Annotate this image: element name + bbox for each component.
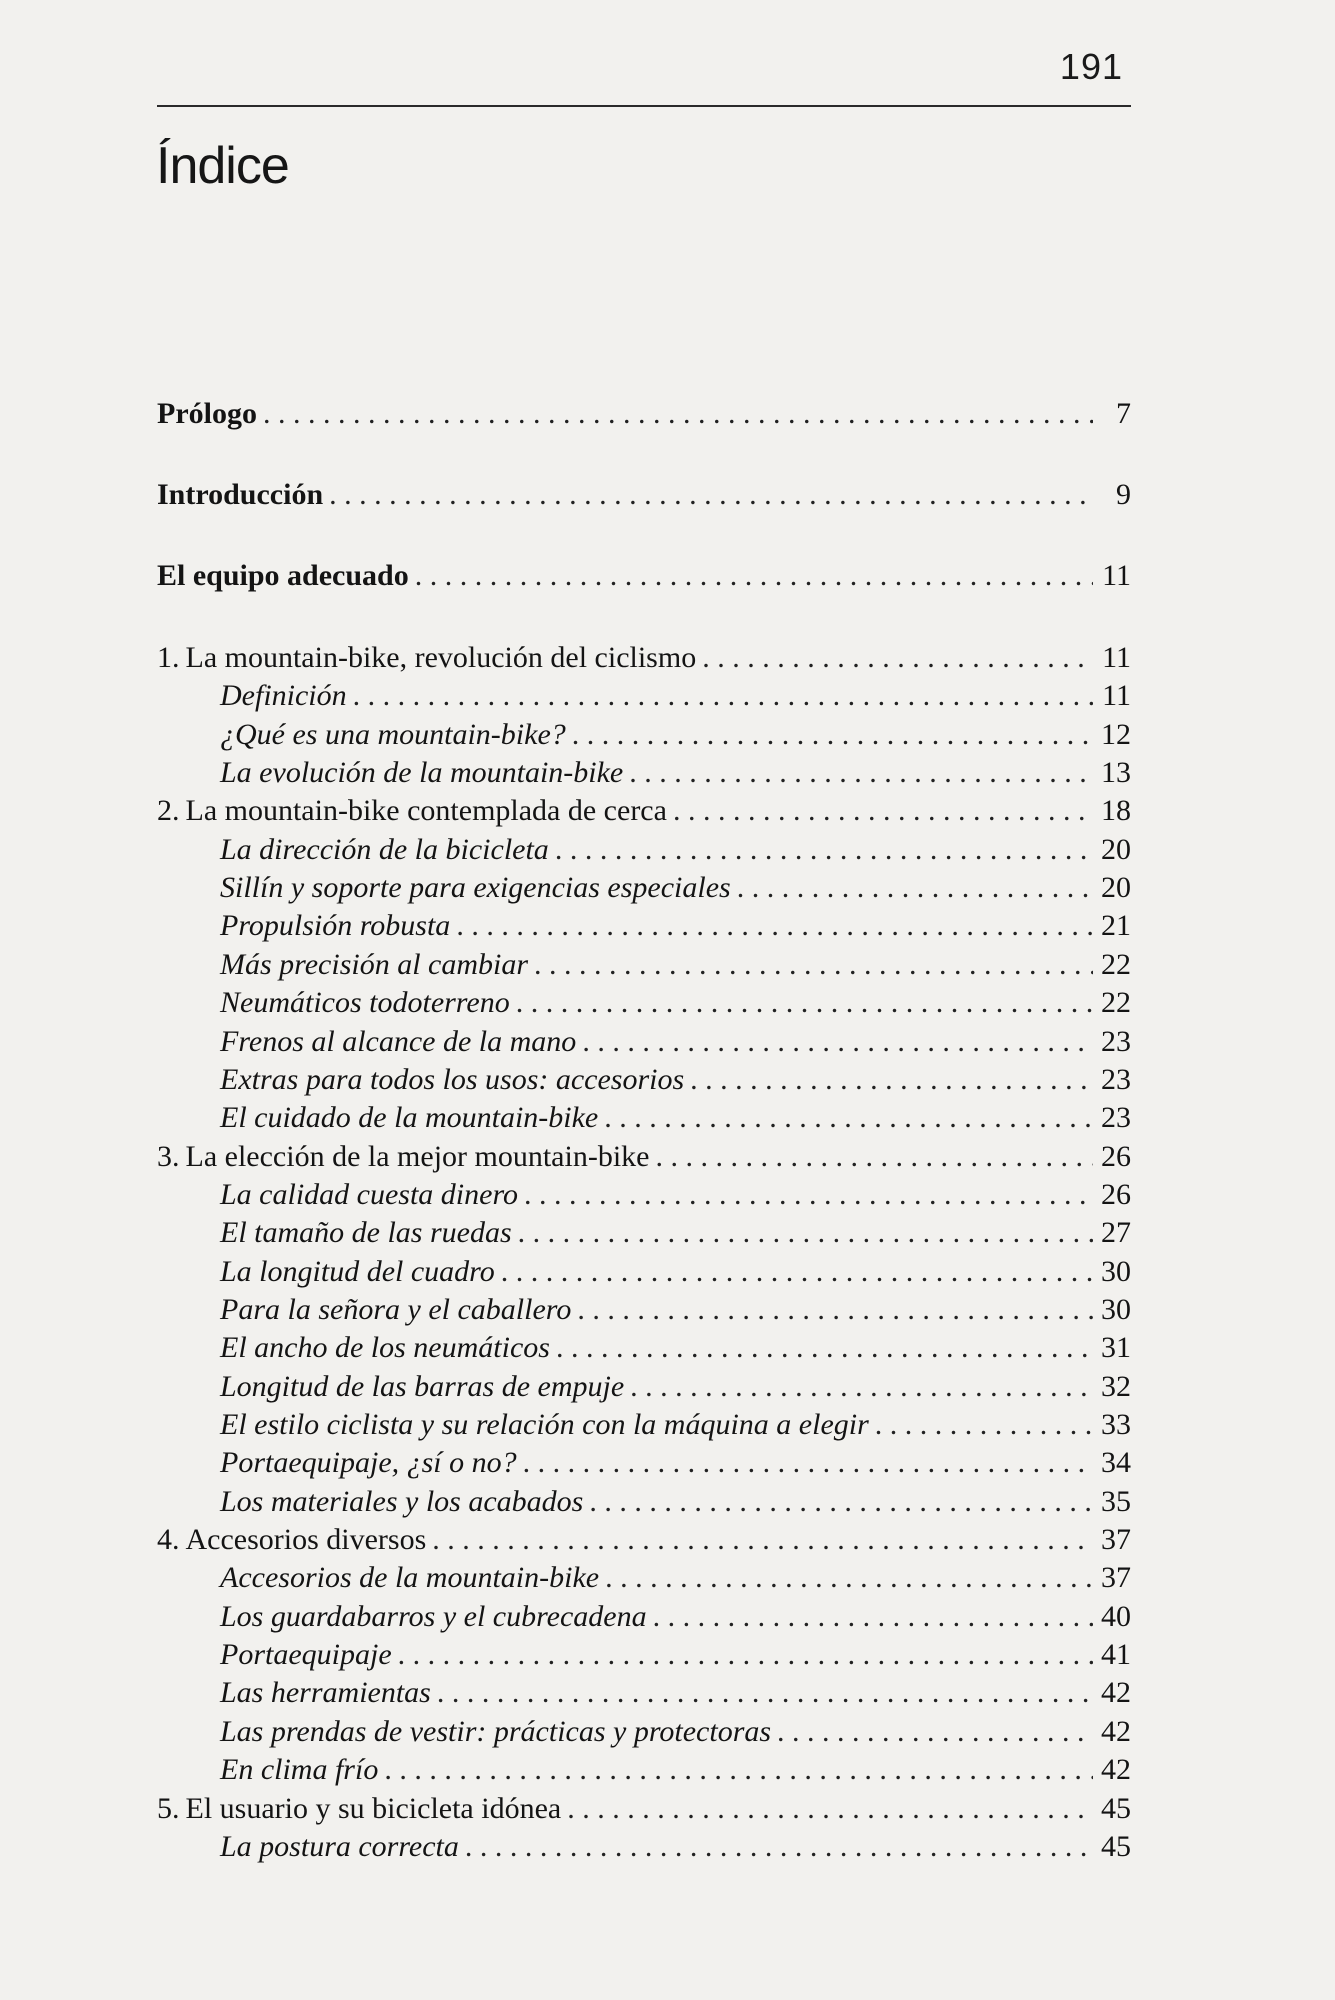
toc-section-row bbox=[157, 557, 1131, 595]
toc-page-number: 7 bbox=[1116, 397, 1131, 430]
chapter-number: 4. bbox=[157, 1523, 180, 1557]
header-rule bbox=[157, 105, 1131, 107]
toc-subsection-row bbox=[157, 1253, 1131, 1291]
toc-page-number: 41 bbox=[1101, 1638, 1131, 1672]
toc-subsection-row bbox=[157, 869, 1131, 907]
dot-leader bbox=[673, 792, 1093, 830]
toc-section-row bbox=[157, 395, 1131, 433]
dot-leader bbox=[398, 1636, 1093, 1674]
toc-page-number: 22 bbox=[1101, 986, 1131, 1020]
toc-entry-label: ¿Qué es una mountain-bike? bbox=[220, 717, 566, 751]
toc-entry-label: Portaequipaje, ¿sí o no? bbox=[220, 1446, 517, 1480]
toc-entry-label: Para la señora y el caballero bbox=[220, 1292, 572, 1326]
toc-entry-label: Definición bbox=[220, 679, 347, 713]
toc-chapter-row bbox=[157, 792, 1131, 830]
toc-entry-label: El usuario y su bicicleta idónea bbox=[185, 1791, 562, 1825]
toc-entry-label: Longitud de las barras de empuje bbox=[220, 1369, 625, 1403]
toc-entry-label: La longitud del cuadro bbox=[220, 1254, 495, 1288]
toc-entry-label: Más precisión al cambiar bbox=[220, 947, 529, 981]
toc-entry-label: Las prendas de vestir: prácticas y protectoras bbox=[220, 1714, 772, 1748]
toc-entry-label: El tamaño de las ruedas bbox=[220, 1216, 512, 1250]
dot-leader bbox=[582, 1023, 1093, 1061]
toc-subsection-row bbox=[157, 1483, 1131, 1521]
toc-page-number: 42 bbox=[1101, 1714, 1131, 1748]
toc-page-number: 13 bbox=[1101, 756, 1131, 790]
dot-leader bbox=[556, 1329, 1093, 1367]
dot-leader bbox=[690, 1061, 1093, 1099]
toc-subsection-row bbox=[157, 754, 1131, 792]
toc-entry-label: Los guardabarros y el cubrecadena bbox=[220, 1599, 647, 1633]
toc-page-number: 20 bbox=[1101, 871, 1131, 905]
dot-leader bbox=[518, 1214, 1093, 1252]
toc-page-number: 33 bbox=[1101, 1408, 1131, 1441]
toc-entry-label: Los materiales y los acabados bbox=[220, 1484, 584, 1518]
dot-leader bbox=[353, 677, 1093, 715]
dot-leader bbox=[263, 395, 1093, 433]
toc-page-number: 42 bbox=[1101, 1676, 1131, 1710]
page-number: 191 bbox=[1059, 46, 1123, 87]
toc-page-number: 9 bbox=[1116, 478, 1131, 511]
toc-subsection-row bbox=[157, 1214, 1131, 1252]
dot-leader bbox=[572, 716, 1093, 754]
toc-page-number: 23 bbox=[1101, 1024, 1131, 1058]
dot-leader bbox=[555, 831, 1093, 869]
dot-leader bbox=[524, 1176, 1093, 1214]
toc-entry-label: La elección de la mejor mountain-bike bbox=[185, 1139, 650, 1173]
toc-page-number: 18 bbox=[1101, 794, 1131, 828]
dot-leader bbox=[589, 1483, 1093, 1521]
toc-subsection-row bbox=[157, 1674, 1131, 1712]
toc-subsection-row bbox=[157, 1329, 1131, 1367]
chapter-number: 2. bbox=[157, 794, 180, 828]
dot-leader bbox=[702, 639, 1093, 677]
toc-page-number: 35 bbox=[1101, 1484, 1131, 1518]
toc-subsection-row bbox=[157, 716, 1131, 754]
toc-subsection-row bbox=[157, 1061, 1131, 1099]
chapter-number: 3. bbox=[157, 1139, 180, 1173]
toc-entry-label: Accesorios de la mountain-bike bbox=[220, 1561, 600, 1595]
dot-leader bbox=[384, 1751, 1093, 1789]
toc-entry-label: La dirección de la bicicleta bbox=[220, 832, 549, 866]
toc-entry-label: La mountain-bike, revolución del ciclismo bbox=[185, 641, 697, 674]
toc-subsection-row bbox=[157, 831, 1131, 869]
toc-entry-label: La postura correcta bbox=[220, 1829, 459, 1863]
dot-leader bbox=[777, 1713, 1093, 1751]
toc-chapter-row bbox=[157, 1138, 1131, 1176]
toc-page-number: 11 bbox=[1102, 641, 1131, 674]
toc-entry-label: Neumáticos todoterreno bbox=[220, 986, 510, 1020]
toc-entry-label: La calidad cuesta dinero bbox=[220, 1177, 519, 1211]
toc-entry-label: El equipo adecuado bbox=[157, 559, 409, 592]
toc-page-number: 26 bbox=[1101, 1139, 1131, 1173]
toc-page-number: 37 bbox=[1101, 1523, 1131, 1557]
toc-entry-label: Extras para todos los usos: accesorios bbox=[220, 1062, 685, 1096]
toc-entry-label: Propulsión robusta bbox=[220, 909, 451, 943]
toc-page-number: 22 bbox=[1101, 947, 1131, 981]
dot-leader bbox=[465, 1828, 1093, 1866]
dot-leader bbox=[630, 1368, 1093, 1406]
dot-leader bbox=[604, 1099, 1093, 1137]
dot-leader bbox=[415, 557, 1093, 595]
toc-subsection-row bbox=[157, 1291, 1131, 1329]
dot-leader bbox=[629, 754, 1093, 792]
toc-page-number: 26 bbox=[1101, 1177, 1131, 1211]
toc-entry-label: Las herramientas bbox=[220, 1676, 431, 1710]
toc-page-number: 20 bbox=[1101, 832, 1131, 866]
toc-page-number: 21 bbox=[1101, 909, 1131, 943]
toc-page-number: 11 bbox=[1102, 679, 1131, 713]
chapter-number: 1. bbox=[157, 641, 180, 674]
toc-page-number: 23 bbox=[1101, 1101, 1131, 1135]
toc-page-number: 27 bbox=[1101, 1216, 1131, 1250]
toc-subsection-row bbox=[157, 1713, 1131, 1751]
dot-leader bbox=[534, 946, 1093, 984]
toc-page-number: 11 bbox=[1102, 559, 1131, 592]
dot-leader bbox=[605, 1559, 1093, 1597]
toc-entry-label: La mountain-bike contemplada de cerca bbox=[185, 794, 667, 828]
toc-page-number: 40 bbox=[1101, 1599, 1131, 1633]
toc-subsection-row bbox=[157, 1598, 1131, 1636]
dot-leader bbox=[875, 1406, 1093, 1444]
toc-subsection-row bbox=[157, 1828, 1131, 1866]
toc-entry-label: El cuidado de la mountain-bike bbox=[220, 1101, 599, 1135]
page-title: Índice bbox=[156, 137, 289, 195]
toc-page-number: 34 bbox=[1101, 1446, 1131, 1480]
toc-page-number: 37 bbox=[1101, 1561, 1131, 1595]
toc-subsection-row bbox=[157, 1636, 1131, 1674]
toc-chapter-row bbox=[157, 639, 1131, 677]
toc-entry-label: Introducción bbox=[157, 478, 324, 511]
toc-subsection-row bbox=[157, 1176, 1131, 1214]
toc-subsection-row bbox=[157, 1023, 1131, 1061]
dot-leader bbox=[437, 1674, 1093, 1712]
toc-subsection-row bbox=[157, 1099, 1131, 1137]
dot-leader bbox=[432, 1521, 1093, 1559]
dot-leader bbox=[577, 1291, 1093, 1329]
toc-subsection-row bbox=[157, 984, 1131, 1022]
toc-entry-label: La evolución de la mountain-bike bbox=[220, 756, 624, 790]
dot-leader bbox=[516, 984, 1093, 1022]
dot-leader bbox=[501, 1253, 1093, 1291]
toc-entry-label: El estilo ciclista y su relación con la máquina a elegir bbox=[220, 1408, 869, 1441]
dot-leader bbox=[456, 907, 1093, 945]
toc-entry-label: Sillín y soporte para exigencias especiales bbox=[220, 871, 731, 905]
toc-entry-label: Portaequipaje bbox=[220, 1638, 392, 1672]
toc-subsection-row bbox=[157, 1559, 1131, 1597]
dot-leader bbox=[567, 1790, 1093, 1828]
dot-leader bbox=[655, 1138, 1093, 1176]
toc-subsection-row bbox=[157, 677, 1131, 715]
toc-page-number: 30 bbox=[1101, 1292, 1131, 1326]
dot-leader bbox=[737, 869, 1093, 907]
toc-entry-label: Frenos al alcance de la mano bbox=[220, 1024, 577, 1058]
toc-section-row bbox=[157, 476, 1131, 514]
toc-page-number: 42 bbox=[1101, 1753, 1131, 1787]
toc-page-number: 45 bbox=[1101, 1829, 1131, 1863]
toc-page-number: 45 bbox=[1101, 1791, 1131, 1825]
dot-leader bbox=[653, 1598, 1093, 1636]
toc-page-number: 12 bbox=[1101, 717, 1131, 751]
toc-subsection-row bbox=[157, 1444, 1131, 1482]
toc-subsection-row bbox=[157, 1751, 1131, 1789]
toc-subsection-row bbox=[157, 946, 1131, 984]
toc-page-number: 32 bbox=[1101, 1369, 1131, 1403]
toc-entry-label: El ancho de los neumáticos bbox=[220, 1331, 550, 1365]
dot-leader bbox=[329, 476, 1093, 514]
toc-chapter-row bbox=[157, 1521, 1131, 1559]
toc-chapter-row bbox=[157, 1790, 1131, 1828]
toc-entry-label: Accesorios diversos bbox=[185, 1523, 427, 1557]
toc-page-number: 23 bbox=[1101, 1062, 1131, 1096]
toc-page-number: 30 bbox=[1101, 1254, 1131, 1288]
toc-entry-label: Prólogo bbox=[157, 397, 257, 430]
toc-entry-label: En clima frío bbox=[220, 1753, 379, 1787]
toc-subsection-row bbox=[157, 1368, 1131, 1406]
toc-page-number: 31 bbox=[1101, 1331, 1131, 1365]
toc-subsection-row bbox=[157, 907, 1131, 945]
dot-leader bbox=[523, 1444, 1093, 1482]
chapter-number: 5. bbox=[157, 1791, 180, 1825]
toc-subsection-row bbox=[157, 1406, 1131, 1444]
